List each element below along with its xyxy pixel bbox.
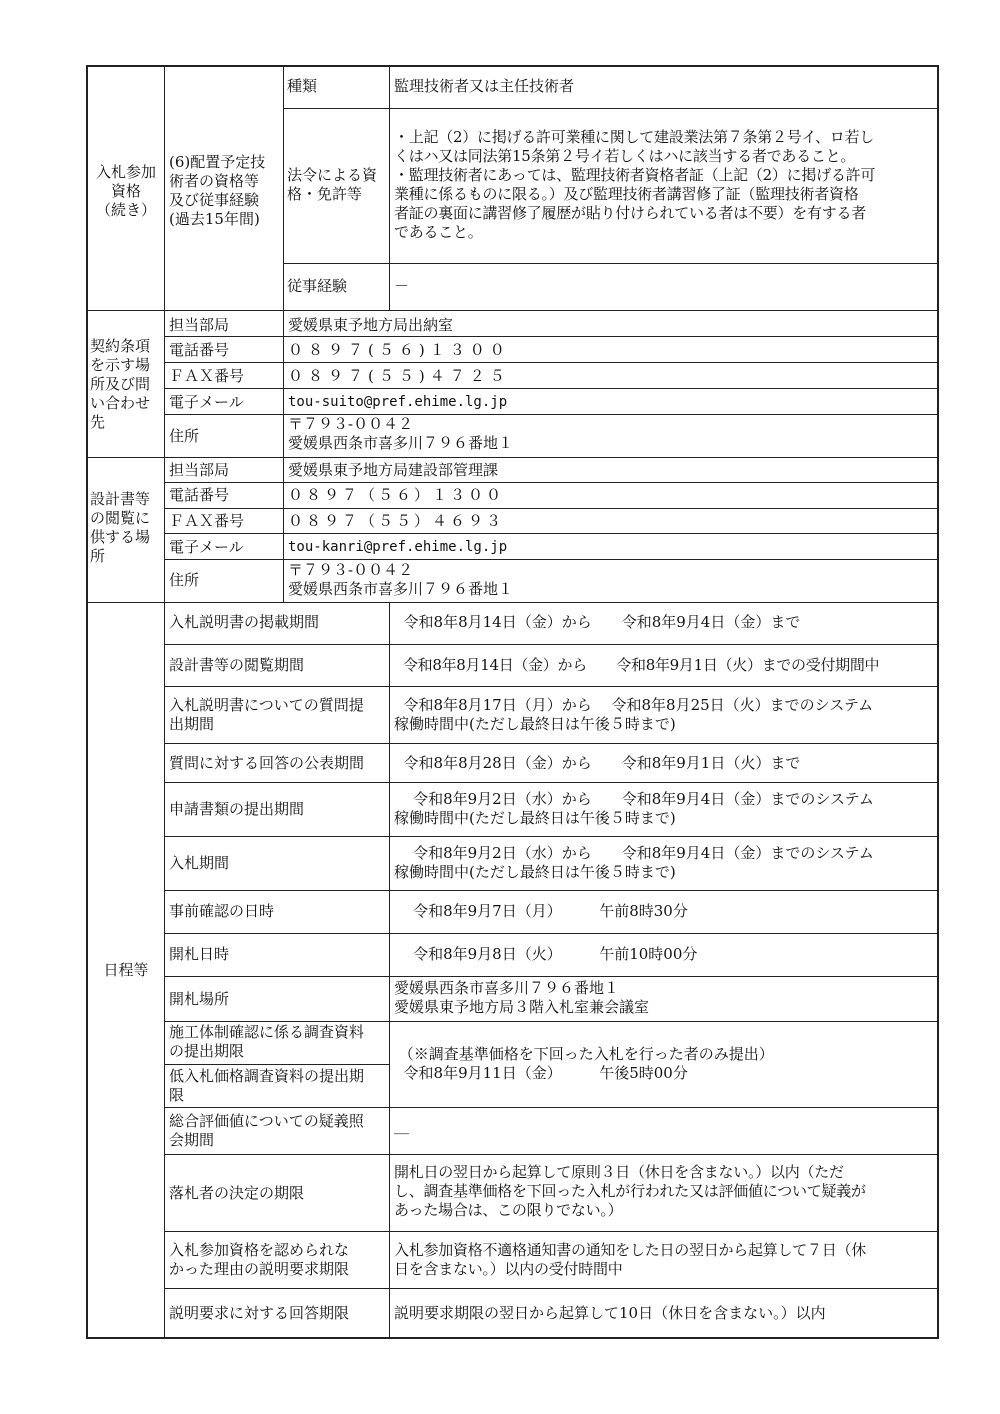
section-divider (86, 457, 939, 458)
schedule-bidding-value: 令和8年9月2日（水）から 令和8年9月4日（金）までのシステム 稼働時間中(ただし最終日は午後５時まで) (394, 844, 874, 881)
qualification-subsection-label: (6)配置予定技 術者の資格等 及び従事経験 (過去15年間) (169, 153, 266, 228)
divider (164, 976, 939, 977)
specification-table (86, 65, 939, 1339)
schedule-precheck-label: 事前確認の日時 (169, 902, 275, 920)
qualification-experience-label: 従事経験 (287, 277, 348, 295)
divider (164, 559, 939, 560)
contract-email-value: tou-suito@pref.ehime.lg.jp (288, 394, 508, 410)
divider (164, 1064, 389, 1065)
divider (283, 65, 284, 310)
divider (164, 1107, 939, 1108)
divider (164, 1021, 939, 1022)
schedule-precheck-value: 令和8年9月7日（月） 午前8時30分 (394, 902, 688, 920)
design-section-label: 設計書等 の閲覧に 供する場 所 (90, 490, 151, 565)
design-address-label: 住所 (169, 571, 200, 589)
divider (164, 933, 939, 934)
divider (283, 457, 284, 602)
schedule-application-label: 申請書類の提出期間 (169, 800, 305, 818)
schedule-venue-label: 開札場所 (169, 990, 230, 1008)
schedule-question-label: 入札説明書についての質問提 出期間 (169, 696, 364, 733)
divider (164, 686, 939, 687)
divider (164, 388, 939, 389)
contract-address-value: 〒７９３-００４２ 愛媛県西条市喜多川７９６番地１ (288, 415, 514, 452)
schedule-survey-deadline-value: （※調査基準価格を下回った入札を行った者のみ提出） 令和8年9月11日（金） 午後5時00分 (398, 1045, 774, 1082)
contract-email-label: 電子メール (169, 393, 244, 411)
design-address-value: 〒７９３-００４２ 愛媛県西条市喜多川７９６番地１ (288, 561, 514, 598)
divider (164, 457, 165, 602)
divider (164, 508, 939, 509)
schedule-reply-value: 説明要求期限の翌日から起算して10日（休日を含まない。）以内 (394, 1304, 826, 1322)
divider (164, 782, 939, 783)
design-dept-label: 担当部局 (169, 461, 230, 479)
divider (283, 263, 939, 264)
schedule-bidding-label: 入札期間 (169, 854, 230, 872)
divider (164, 890, 939, 891)
schedule-inquiry-label: 総合評価値についての疑義照 会期間 (169, 1112, 364, 1149)
schedule-award-value: 開札日の翌日から起算して原則３日（休日を含まない。）以内（ただ し、調査基準価格を下回った入札が行われた又は評価値について疑義が あった場合は、この限りでない。） (394, 1163, 866, 1219)
divider (389, 602, 390, 1339)
design-email-label: 電子メール (169, 538, 244, 556)
divider (389, 65, 390, 310)
section-divider (86, 310, 939, 311)
divider (164, 310, 165, 457)
schedule-viewing-label: 設計書等の閲覧期間 (169, 656, 305, 674)
design-phone-value: ０８９７（５６）１３００ (288, 486, 505, 504)
divider (164, 336, 939, 337)
schedule-explanation-label: 入札参加資格を認められな かった理由の説明要求期限 (169, 1241, 350, 1278)
contract-dept-value: 愛媛県東予地方局出納室 (288, 316, 454, 334)
divider (164, 602, 165, 1339)
design-dept-value: 愛媛県東予地方局建設部管理課 (288, 461, 499, 479)
contract-fax-value: ０８９７(５５)４７２５ (288, 367, 510, 385)
schedule-reply-label: 説明要求に対する回答期限 (169, 1304, 350, 1322)
design-fax-value: ０８９７（５５）４６９３ (288, 512, 505, 530)
divider (164, 743, 939, 744)
design-fax-label: ＦＡＸ番号 (169, 512, 245, 530)
schedule-lowbid-docs-label: 低入札価格調査資料の提出期 限 (169, 1067, 365, 1104)
divider (164, 644, 939, 645)
schedule-answer-label: 質問に対する回答の公表期間 (169, 754, 365, 772)
qualification-experience-value: － (394, 277, 410, 295)
schedule-structure-docs-label: 施工体制確認に係る調査資料 の提出期限 (169, 1023, 365, 1060)
contract-section-label: 契約条項 を示す場 所及び問 い合わせ 先 (90, 337, 151, 431)
contract-address-label: 住所 (169, 427, 200, 445)
contract-fax-label: ＦＡＸ番号 (169, 367, 245, 385)
qualification-license-value: ・上記（2）に掲げる許可業種に関して建設業法第７条第２号イ、ロ若し くはハ又は同法第15条第２号イ若しくはハに該当する者であること。 ・監理技術者にあっては、監理技術者資格者証（上記（2）に掲げる許可 業種に係るものに限る。）及び監理技術者講習修了証（監理技術者資格 者証の裏面に講習修了履歴が貼り付けられている者は不要）を有する者 であること。 (394, 128, 876, 241)
divider (164, 836, 939, 837)
section-divider (86, 602, 939, 603)
design-phone-label: 電話番号 (169, 486, 230, 504)
divider (283, 310, 284, 457)
schedule-venue-value: 愛媛県西条市喜多川７９６番地１ 愛媛県東予地方局３階入札室兼会議室 (394, 979, 650, 1016)
contract-phone-value: ０８９７(５６)１３００ (288, 341, 510, 359)
schedule-answer-value: 令和8年8月28日（金）から 令和8年9月1日（火）まで (394, 754, 801, 772)
qualification-type-label: 種類 (287, 77, 318, 95)
schedule-opening-value: 令和8年9月8日（火） 午前10時00分 (394, 945, 698, 963)
schedule-application-value: 令和8年9月2日（水）から 令和8年9月4日（金）までのシステム 稼働時間中(ただし最終日は午後５時まで) (394, 790, 874, 827)
schedule-explanation-value: 入札参加資格不適格通知書の通知をした日の翌日から起算して７日（休 日を含まない。）以内の受付時間中 (394, 1241, 867, 1278)
divider (283, 108, 939, 109)
schedule-award-label: 落札者の決定の期限 (169, 1184, 305, 1202)
contract-dept-label: 担当部局 (169, 316, 230, 334)
divider (164, 362, 939, 363)
schedule-posting-label: 入札説明書の掲載期間 (169, 613, 320, 631)
design-email-value: tou-kanri@pref.ehime.lg.jp (288, 539, 508, 555)
schedule-posting-value: 令和8年8月14日（金）から 令和8年9月4日（金）まで (394, 613, 801, 631)
qualification-type-value: 監理技術者又は主任技術者 (394, 77, 575, 95)
qualification-license-label: 法令による資 格・免許等 (287, 166, 378, 203)
qualification-section-label: 入札参加 資格 （続き） (95, 163, 156, 219)
divider (164, 1154, 939, 1155)
divider (164, 1288, 939, 1289)
divider (164, 65, 165, 310)
schedule-opening-label: 開札日時 (169, 945, 230, 963)
schedule-viewing-value: 令和8年8月14日（金）から 令和8年9月1日（火）までの受付期間中 (394, 656, 880, 674)
divider (164, 482, 939, 483)
divider (164, 1231, 939, 1232)
schedule-section-label: 日程等 (103, 961, 149, 979)
schedule-inquiry-value: ＿ (394, 1118, 410, 1136)
divider (164, 533, 939, 534)
contract-phone-label: 電話番号 (169, 341, 230, 359)
schedule-question-value: 令和8年8月17日（月）から 令和8年8月25日（火）までのシステム 稼働時間中(ただし最終日は午後５時まで) (394, 696, 874, 733)
